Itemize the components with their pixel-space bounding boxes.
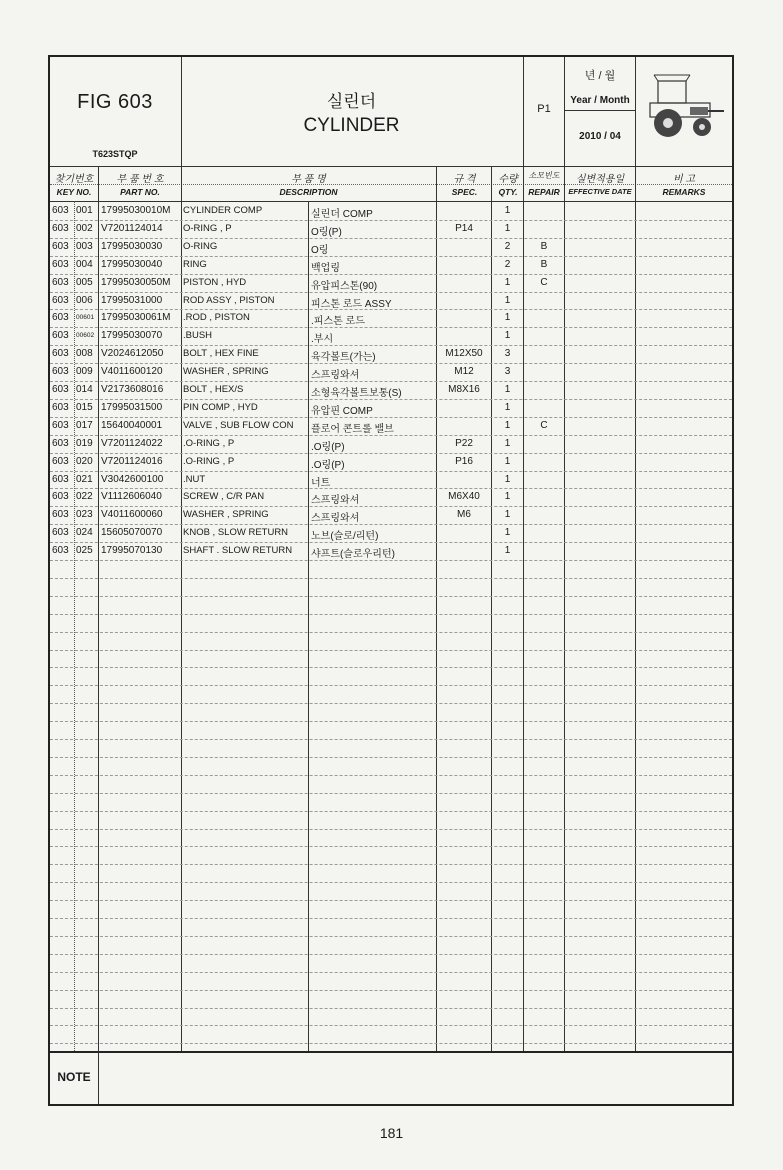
cell-spec: P22 <box>455 437 473 449</box>
cell-qty: 2 <box>504 258 511 270</box>
col-qty-en: QTY. <box>498 187 518 197</box>
table-bottom-rule <box>50 1051 732 1053</box>
cell-desc-en: O-RING <box>183 240 218 252</box>
cell-repair: B <box>540 240 548 252</box>
year-month-korean: 년 / 월 <box>584 70 616 82</box>
cell-desc-ko: 백업링 <box>311 262 340 274</box>
row-separator <box>50 667 732 668</box>
col-desc-en: DESCRIPTION <box>279 187 338 197</box>
page-code: P1 <box>537 103 551 115</box>
row-separator <box>50 596 732 597</box>
cell-desc-en: .BUSH <box>183 330 213 342</box>
cell-part: 17995030040 <box>101 258 163 270</box>
cell-qty: 1 <box>504 545 511 557</box>
cell-qty: 1 <box>504 455 511 467</box>
cell-qty: 1 <box>504 205 511 216</box>
row-separator <box>50 1025 732 1026</box>
page-number: 181 <box>379 1125 404 1141</box>
row-separator <box>50 775 732 776</box>
cell-qty: 1 <box>504 384 511 395</box>
cell-repair: B <box>540 258 548 270</box>
table-row <box>50 542 732 560</box>
cell-desc-en: .O-RING , P <box>183 455 235 467</box>
cell-fig: 603 <box>52 240 69 252</box>
cell-qty: 1 <box>504 401 511 413</box>
row-separator <box>50 936 732 937</box>
cell-qty: 1 <box>504 294 511 306</box>
col-eff-ko: 실변적용일 <box>575 174 625 185</box>
cell-qty: 2 <box>504 240 511 252</box>
cell-qty: 1 <box>504 419 511 431</box>
cell-spec: P16 <box>455 455 473 467</box>
row-separator <box>50 560 732 561</box>
cell-qty: 1 <box>504 509 511 521</box>
cell-desc-en: WASHER , SPRING <box>183 509 269 521</box>
row-separator <box>50 829 732 830</box>
cell-fig: 603 <box>52 366 69 378</box>
table-row <box>50 381 732 399</box>
cell-fig: 603 <box>52 509 69 521</box>
cell-desc-en: WASHER , SPRING <box>183 366 269 378</box>
cell-key: 019 <box>76 437 93 449</box>
row-separator <box>50 846 732 847</box>
cell-part: 17995030010M <box>101 205 171 216</box>
col-key-en: KEY NO. <box>56 187 92 197</box>
table-row <box>50 220 732 238</box>
parts-sheet <box>48 55 734 1106</box>
cell-key: 024 <box>76 527 93 539</box>
cell-qty: 1 <box>504 527 511 539</box>
cell-desc-ko: .부시 <box>311 334 334 346</box>
header-divider-4 <box>635 57 636 166</box>
col-qty-ko: 수량 <box>498 174 518 185</box>
header-midline <box>50 184 732 185</box>
cell-desc-en: ROD ASSY , PISTON <box>183 294 275 306</box>
row-separator <box>50 614 732 615</box>
cell-desc-ko: 유압핀 COMP <box>311 405 373 417</box>
cell-fig: 603 <box>52 330 69 342</box>
cell-key: 003 <box>76 240 93 252</box>
row-separator <box>50 811 732 812</box>
cell-fig: 603 <box>52 473 69 485</box>
cell-qty: 1 <box>504 276 511 288</box>
cell-desc-en: BOLT , HEX FINE <box>183 348 259 360</box>
cell-desc-en: PISTON , HYD <box>183 276 247 288</box>
col-repair-en: REPAIR <box>528 187 560 197</box>
cell-fig: 603 <box>52 401 69 413</box>
row-separator <box>50 990 732 991</box>
cell-desc-ko: 너트 <box>311 477 331 489</box>
row-separator <box>50 703 732 704</box>
row-separator <box>50 882 732 883</box>
col-rem-ko: 비 고 <box>672 174 696 185</box>
note-label: NOTE <box>57 1070 91 1084</box>
table-row <box>50 327 732 345</box>
row-separator <box>50 632 732 633</box>
cell-part: 15605070070 <box>101 527 163 539</box>
cell-qty: 3 <box>504 366 511 378</box>
cell-key: 001 <box>76 205 93 216</box>
cell-key: 021 <box>76 473 93 485</box>
cell-desc-ko: 유압피스톤(90) <box>311 280 378 292</box>
cell-part: 17995031000 <box>101 294 163 306</box>
row-separator <box>50 918 732 919</box>
column-headers <box>50 167 732 201</box>
row-separator <box>50 864 732 865</box>
cell-desc-ko: O링(P) <box>311 226 342 238</box>
col-desc-ko: 부 품 명 <box>291 174 326 185</box>
cell-desc-ko: .O링(P) <box>311 459 345 471</box>
cell-spec: M12 <box>454 366 474 378</box>
row-separator <box>50 685 732 686</box>
cell-key: 005 <box>76 276 93 288</box>
table-row <box>50 417 732 435</box>
year-month-english: Year / Month <box>570 95 630 106</box>
col-key-ko: 찾기번호 <box>54 174 94 185</box>
title-korean: 실린더 <box>326 92 377 111</box>
cell-desc-ko: 스프링와셔 <box>311 513 360 525</box>
cell-key: 006 <box>76 294 93 306</box>
cell-key: 014 <box>76 384 93 395</box>
cell-key: 017 <box>76 419 93 431</box>
cell-desc-en: BOLT , HEX/S <box>183 384 244 395</box>
cell-spec: M6X40 <box>448 491 480 503</box>
cell-desc-en: O-RING , P <box>183 222 232 234</box>
effective-year-month: 2010 / 04 <box>579 131 621 142</box>
cell-spec: M12X50 <box>445 348 483 360</box>
cell-qty: 1 <box>504 330 511 342</box>
row-separator <box>50 972 732 973</box>
cell-spec: P14 <box>455 222 473 234</box>
cell-part: 15640040001 <box>101 419 163 431</box>
table-row <box>50 363 732 381</box>
header-divider-1 <box>181 57 182 166</box>
cell-repair: C <box>540 276 548 288</box>
cell-part: V7201124014 <box>101 222 163 234</box>
table-row <box>50 435 732 453</box>
cell-fig: 603 <box>52 527 69 539</box>
cell-qty: 1 <box>504 312 511 324</box>
cell-desc-ko: .피스톤 로드 <box>311 316 365 328</box>
cell-desc-ko: 소형육각볼트보통(S) <box>311 388 402 399</box>
cell-desc-ko: 피스톤 로드 ASSY <box>311 298 392 310</box>
header-divider-2 <box>523 57 524 166</box>
cell-qty: 1 <box>504 222 511 234</box>
cell-desc-ko: 노브(슬로/리턴) <box>311 531 379 543</box>
table-row <box>50 238 732 256</box>
row-separator <box>50 1008 732 1009</box>
table-row <box>50 453 732 471</box>
cell-part: 17995030030 <box>101 240 163 252</box>
cell-fig: 603 <box>52 419 69 431</box>
table-row <box>50 292 732 310</box>
cell-desc-ko: O링 <box>311 244 329 256</box>
cell-key: 008 <box>76 348 93 360</box>
cell-part: V4011600060 <box>101 509 163 521</box>
cell-part: 17995030061M <box>101 312 171 324</box>
cell-desc-en: .NUT <box>183 473 206 485</box>
table-row <box>50 399 732 417</box>
cell-part: V7201124016 <box>101 455 163 467</box>
cell-desc-ko: 샤프트(슬로우리턴) <box>311 549 395 561</box>
cell-fig: 603 <box>52 437 69 449</box>
cell-fig: 603 <box>52 348 69 360</box>
col-spec-ko: 규 격 <box>453 174 476 185</box>
cell-fig: 603 <box>52 258 69 270</box>
cell-desc-en: PIN COMP , HYD <box>183 401 258 413</box>
cell-part: V2024612050 <box>101 348 164 360</box>
row-separator <box>50 650 732 651</box>
model-code: T623STQP <box>92 149 138 159</box>
cell-part: V3042600100 <box>101 473 164 485</box>
note-divider <box>98 1051 99 1104</box>
table-row <box>50 524 732 542</box>
cell-desc-ko: 육각볼트(가는) <box>311 352 376 364</box>
cell-spec: M6 <box>457 509 471 521</box>
tractor-icon <box>640 71 726 147</box>
cell-qty: 1 <box>504 437 511 449</box>
cell-desc-ko: 스프링와셔 <box>311 495 360 507</box>
cell-desc-en: SCREW , C/R PAN <box>183 491 265 503</box>
cell-qty: 3 <box>504 348 511 360</box>
row-separator <box>50 793 732 794</box>
cell-desc-ko: 스프링와셔 <box>311 370 360 382</box>
cell-key: 020 <box>76 455 93 467</box>
cell-fig: 603 <box>52 491 69 503</box>
cell-desc-en: CYLINDER COMP <box>183 205 263 216</box>
row-separator <box>50 954 732 955</box>
cell-desc-en: SHAFT . SLOW RETURN <box>183 545 293 557</box>
cell-desc-ko: .O링(P) <box>311 441 345 453</box>
cell-fig: 603 <box>52 294 69 306</box>
cell-desc-en: .O-RING , P <box>183 437 235 449</box>
year-month-divider <box>565 110 635 111</box>
col-repair-ko: 소모빈도 <box>528 171 560 180</box>
cell-spec: M8X16 <box>448 384 480 395</box>
cell-fig: 603 <box>52 205 69 216</box>
cell-desc-ko: 플로어 콘트롤 밸브 <box>311 423 394 435</box>
fig-number: FIG 603 <box>77 91 153 113</box>
table-row <box>50 345 732 363</box>
col-spec-en: SPEC. <box>451 187 478 197</box>
table-row <box>50 202 732 220</box>
cell-desc-en: KNOB , SLOW RETURN <box>183 527 289 539</box>
cell-part: V7201124022 <box>101 437 163 449</box>
cell-part: V2173608016 <box>101 384 164 395</box>
cell-fig: 603 <box>52 455 69 467</box>
row-separator <box>50 739 732 740</box>
cell-key: 00602 <box>76 332 95 340</box>
parts-table-body <box>50 202 732 1051</box>
cell-desc-en: .ROD , PISTON <box>183 312 250 324</box>
cell-desc-ko: 실린더 COMP <box>311 209 373 220</box>
cell-part: 17995030070 <box>101 330 163 342</box>
row-separator <box>50 900 732 901</box>
title-english: CYLINDER <box>303 115 400 136</box>
table-row <box>50 506 732 524</box>
cell-key: 015 <box>76 401 93 413</box>
cell-fig: 603 <box>52 312 69 324</box>
row-separator <box>50 757 732 758</box>
row-separator <box>50 1043 732 1044</box>
cell-qty: 1 <box>504 473 511 485</box>
cell-key: 004 <box>76 258 93 270</box>
col-eff-en: EFFECTIVE DATE <box>568 187 632 196</box>
cell-desc-en: RING <box>183 258 207 270</box>
header-block <box>50 57 732 166</box>
cell-part: V1112606040 <box>101 491 162 503</box>
cell-key: 023 <box>76 509 93 521</box>
cell-desc-en: VALVE , SUB FLOW CON <box>183 419 294 431</box>
table-row <box>50 488 732 506</box>
cell-key: 022 <box>76 491 93 503</box>
cell-key: 025 <box>76 545 93 557</box>
cell-part: 17995070130 <box>101 545 163 557</box>
row-separator <box>50 721 732 722</box>
cell-repair: C <box>540 419 548 431</box>
cell-key: 00601 <box>76 314 95 322</box>
cell-part: 17995030050M <box>101 276 171 288</box>
col-rem-en: REMARKS <box>662 187 706 197</box>
table-row <box>50 309 732 327</box>
header-divider-3 <box>564 57 565 166</box>
row-separator <box>50 578 732 579</box>
table-row <box>50 256 732 274</box>
col-part-ko: 부 품 번 호 <box>116 174 164 185</box>
cell-part: 17995031500 <box>101 401 163 413</box>
table-row <box>50 274 732 292</box>
cell-part: V4011600120 <box>101 366 163 378</box>
cell-fig: 603 <box>52 545 69 557</box>
cell-fig: 603 <box>52 222 69 234</box>
col-part-en: PART NO. <box>120 187 160 197</box>
cell-qty: 1 <box>504 491 511 503</box>
cell-key: 009 <box>76 366 93 378</box>
cell-fig: 603 <box>52 276 69 288</box>
cell-key: 002 <box>76 222 93 234</box>
cell-fig: 603 <box>52 384 69 395</box>
table-row <box>50 471 732 489</box>
